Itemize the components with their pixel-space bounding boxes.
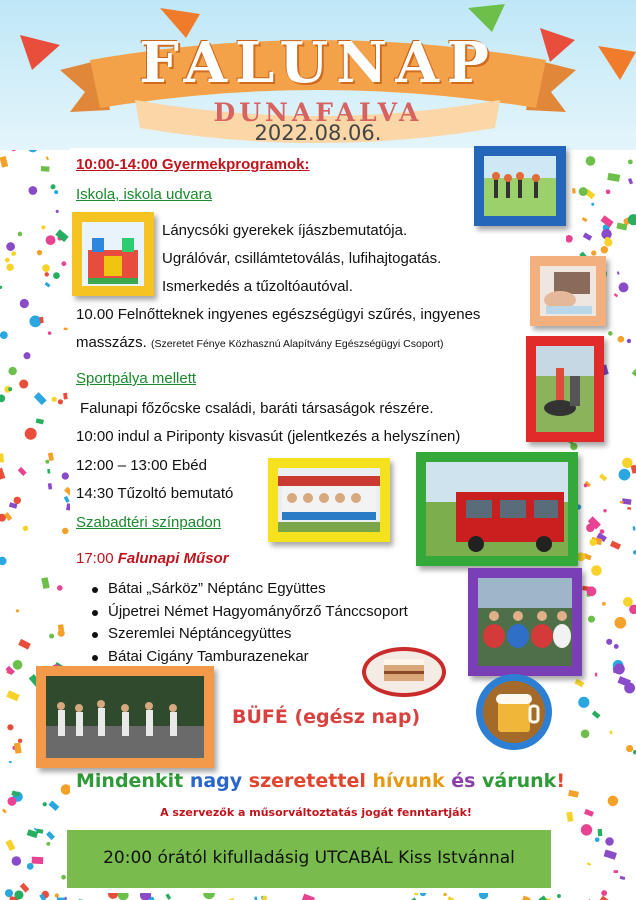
confetti-piece xyxy=(5,889,13,897)
confetti-piece xyxy=(55,893,59,897)
confetti-piece xyxy=(41,166,50,172)
confetti-piece xyxy=(5,258,10,263)
confetti-piece xyxy=(604,850,617,860)
confetti-piece xyxy=(586,156,596,166)
confetti-piece xyxy=(46,156,49,160)
confetti-piece xyxy=(6,690,20,701)
confetti-piece xyxy=(14,890,23,899)
confetti-piece xyxy=(43,802,47,806)
confetti-piece xyxy=(622,458,632,468)
confetti-piece xyxy=(302,894,315,900)
massage-text: masszázs. xyxy=(76,334,147,351)
confetti-piece xyxy=(603,509,606,512)
header-date: 2022.08.06. xyxy=(254,121,382,145)
confetti-piece xyxy=(6,242,15,251)
confetti-piece xyxy=(609,730,612,734)
confetti-piece xyxy=(633,526,636,530)
foundation-note: (Szeretet Fénye Közhasznú Alapítvány Egészségügyi Csoport) xyxy=(151,338,444,350)
confetti-piece xyxy=(32,857,44,864)
performer-item: Újpetrei Német Hagyományőrző Tánccsoport xyxy=(88,603,408,626)
confetti-piece xyxy=(34,392,47,405)
confetti-piece xyxy=(46,831,55,840)
confetti-piece xyxy=(39,317,43,324)
confetti-piece xyxy=(584,809,594,817)
massage-line xyxy=(76,334,443,351)
confetti-piece xyxy=(18,232,23,237)
confetti-piece xyxy=(0,331,8,339)
confetti-piece xyxy=(58,399,63,404)
confetti-piece xyxy=(443,893,446,896)
confetti-piece xyxy=(49,634,54,639)
confetti-piece xyxy=(6,264,13,271)
invite-word: szeretettel xyxy=(248,770,366,792)
confetti-piece xyxy=(591,565,602,576)
header-title: FALUNAP xyxy=(139,30,497,96)
confetti-piece xyxy=(56,210,59,213)
confetti-piece xyxy=(27,863,34,870)
beer-picture xyxy=(474,672,554,752)
confetti-piece xyxy=(0,453,4,462)
confetti-piece xyxy=(0,395,5,403)
confetti-piece xyxy=(628,160,633,165)
confetti-piece xyxy=(13,660,23,670)
confetti-piece xyxy=(11,251,16,256)
confetti-piece xyxy=(24,352,31,359)
confetti-piece xyxy=(583,233,592,241)
confetti-piece xyxy=(18,639,31,650)
show-time: 17:00 xyxy=(76,550,114,567)
confetti-piece xyxy=(588,616,595,623)
header-subtitle: DUNAFALVA xyxy=(213,98,423,127)
confetti-piece xyxy=(254,897,257,900)
confetti-piece xyxy=(557,894,561,898)
confetti-piece xyxy=(606,189,611,194)
confetti-piece xyxy=(9,761,12,764)
confetti-piece xyxy=(37,250,42,255)
confetti-piece xyxy=(47,469,50,474)
children-program-heading: 10:00-14:00 Gyermekprogramok: xyxy=(76,156,310,173)
confetti-piece xyxy=(614,293,619,297)
archery-photo xyxy=(474,146,566,226)
invite-word: hívunk xyxy=(372,770,445,792)
confetti-piece xyxy=(577,552,586,561)
bouncy-castle-line: Ugrálóvár, csillámtetoválás, lufihajtogatás. xyxy=(162,250,442,267)
massage-photo xyxy=(530,256,606,326)
confetti-piece xyxy=(595,673,598,677)
confetti-piece xyxy=(48,331,52,335)
confetti-piece xyxy=(41,577,50,589)
confetti-piece xyxy=(592,710,601,718)
invite-word: és xyxy=(451,770,476,792)
confetti-piece xyxy=(610,541,621,550)
confetti-piece xyxy=(587,862,591,866)
confetti-piece xyxy=(48,801,59,811)
confetti-piece xyxy=(166,893,172,899)
flag-green xyxy=(468,4,505,32)
confetti-piece xyxy=(618,336,625,343)
confetti-piece xyxy=(615,617,627,629)
confetti-piece xyxy=(16,609,19,612)
confetti-piece xyxy=(19,379,28,388)
show-heading xyxy=(76,550,229,567)
cooking-photo xyxy=(526,336,604,442)
confetti-piece xyxy=(54,190,58,194)
cooking-line: Falunapi főzőcske családi, baráti társaságok részére. xyxy=(80,400,434,417)
show-title: Falunapi Műsor xyxy=(117,550,229,567)
confetti-piece xyxy=(600,529,605,534)
confetti-piece xyxy=(25,428,37,440)
location-open-air-stage: Szabadtéri színpadon xyxy=(76,514,222,531)
confetti-piece xyxy=(18,739,22,743)
confetti-piece xyxy=(606,639,612,645)
confetti-piece xyxy=(614,644,619,649)
confetti-piece xyxy=(65,897,67,900)
confetti-piece xyxy=(0,286,2,289)
confetti-piece xyxy=(581,824,592,835)
firefighter-demo-line: 14:30 Tűzoltó bemutató xyxy=(76,485,234,502)
performer-item: Bátai Cigány Tamburazenekar xyxy=(88,648,408,671)
confetti-piece xyxy=(61,261,66,266)
confetti-piece xyxy=(14,742,22,753)
confetti-piece xyxy=(605,237,610,242)
kisvasut-photo xyxy=(268,458,390,542)
confetti-piece xyxy=(599,474,607,482)
location-sports-field: Sportpálya mellett xyxy=(76,370,197,387)
invite-line xyxy=(76,770,565,792)
confetti-piece xyxy=(568,790,579,798)
confetti-piece xyxy=(619,469,631,481)
confetti-piece xyxy=(46,235,56,245)
cake-picture xyxy=(360,645,448,699)
archery-line: Lánycsóki gyerekek íjászbemutatója. xyxy=(162,222,408,239)
confetti-piece xyxy=(2,808,7,813)
confetti-piece xyxy=(12,856,22,866)
fire-truck-photo xyxy=(416,452,578,566)
confetti-piece xyxy=(566,812,573,822)
confetti-piece xyxy=(46,842,50,846)
confetti-piece xyxy=(53,272,60,279)
confetti-piece xyxy=(58,630,65,637)
invite-word: Mindenkit xyxy=(76,770,184,792)
invite-word: várunk xyxy=(482,770,557,792)
confetti-piece xyxy=(14,497,21,504)
confetti-piece xyxy=(595,837,600,842)
confetti-piece xyxy=(590,539,597,546)
confetti-piece xyxy=(8,387,12,391)
confetti-piece xyxy=(0,468,5,480)
confetti-piece xyxy=(51,184,56,189)
disclaimer: A szervezők a műsorváltoztatás jogát fenntartják! xyxy=(160,806,472,819)
confetti-piece xyxy=(61,875,66,880)
confetti-piece xyxy=(48,483,52,489)
fire-truck-line: Ismerkedés a tűzoltóautóval. xyxy=(162,278,353,295)
lunch-line: 12:00 – 13:00 Ebéd xyxy=(76,457,207,474)
confetti-piece xyxy=(20,299,29,308)
confetti-piece xyxy=(52,397,57,402)
confetti-piece xyxy=(579,187,588,196)
confetti-piece xyxy=(608,331,613,336)
performer-item: Szeremlei Néptáncegyüttes xyxy=(88,625,408,648)
confetti-piece xyxy=(599,896,611,900)
confetti-piece xyxy=(598,829,603,836)
confetti-piece xyxy=(602,602,606,606)
confetti-piece xyxy=(601,890,607,896)
confetti-piece xyxy=(578,697,589,708)
confetti-piece xyxy=(8,367,16,375)
confetti-piece xyxy=(574,679,584,688)
confetti-piece xyxy=(581,730,590,739)
flag-orange-right xyxy=(598,46,636,80)
confetti-piece xyxy=(565,235,573,243)
confetti-piece xyxy=(627,507,631,510)
flag-red xyxy=(20,35,60,70)
confetti-piece xyxy=(617,271,620,275)
confetti-piece xyxy=(605,837,613,845)
confetti-piece xyxy=(45,272,49,276)
confetti-piece xyxy=(7,797,16,806)
confetti-piece xyxy=(62,472,69,479)
confetti-piece xyxy=(627,339,631,343)
confetti-piece xyxy=(607,173,620,182)
confetti-piece xyxy=(64,496,70,503)
folk-dance-photo xyxy=(468,568,582,676)
bouncy-castle-photo xyxy=(72,212,154,296)
invite-word: nagy xyxy=(189,770,243,792)
confetti-piece xyxy=(632,369,636,379)
confetti-piece xyxy=(7,724,13,730)
confetti-piece xyxy=(601,246,608,253)
confetti-piece xyxy=(617,676,630,687)
buffet-label: BÜFÉ (egész nap) xyxy=(232,706,421,728)
invite-exclamation: ! xyxy=(556,770,565,792)
confetti-piece xyxy=(45,460,49,464)
confetti-piece xyxy=(48,452,54,461)
train-line: 10:00 indul a Piriponty kisvasút (jelentkezés a helyszínen) xyxy=(76,428,461,445)
confetti-piece xyxy=(5,839,15,851)
confetti-piece xyxy=(42,264,50,272)
confetti-piece xyxy=(64,328,68,330)
confetti-piece xyxy=(591,250,596,255)
confetti-piece xyxy=(45,282,51,288)
confetti-piece xyxy=(614,870,619,873)
confetti-piece xyxy=(55,229,68,242)
confetti-piece xyxy=(522,896,530,900)
confetti-piece xyxy=(63,393,68,400)
confetti-piece xyxy=(28,186,37,195)
street-ball-announcement: 20:00 órától kifulladásig UTCABÁL Kiss Istvánnal xyxy=(103,848,515,868)
confetti-piece xyxy=(623,597,633,607)
confetti-piece xyxy=(572,188,576,193)
confetti-piece xyxy=(628,178,633,184)
confetti-piece xyxy=(23,526,28,531)
confetti-piece xyxy=(584,484,588,488)
location-school: Iskola, iskola udvara xyxy=(76,186,212,203)
street-ball-photo xyxy=(36,666,214,768)
confetti-piece xyxy=(41,225,45,229)
confetti-piece xyxy=(620,876,626,880)
confetti-piece xyxy=(57,585,63,591)
confetti-piece xyxy=(587,586,597,596)
confetti-piece xyxy=(582,217,588,222)
confetti-piece xyxy=(18,467,27,476)
health-screening-line: 10.00 Felnőtteknek ingyenes egészségügyi szűrés, ingyenes xyxy=(76,306,481,323)
confetti-piece xyxy=(0,557,7,565)
confetti-piece xyxy=(614,664,625,675)
confetti-piece xyxy=(619,282,629,292)
confetti-piece xyxy=(447,896,454,900)
confetti-piece xyxy=(0,156,8,168)
confetti-piece xyxy=(62,528,69,535)
confetti-piece xyxy=(36,418,44,424)
confetti-piece xyxy=(591,203,594,206)
performer-item: Bátai „Sárköz” Néptánc Együttes xyxy=(88,580,408,603)
confetti-piece xyxy=(626,745,633,752)
confetti-piece xyxy=(608,796,618,806)
